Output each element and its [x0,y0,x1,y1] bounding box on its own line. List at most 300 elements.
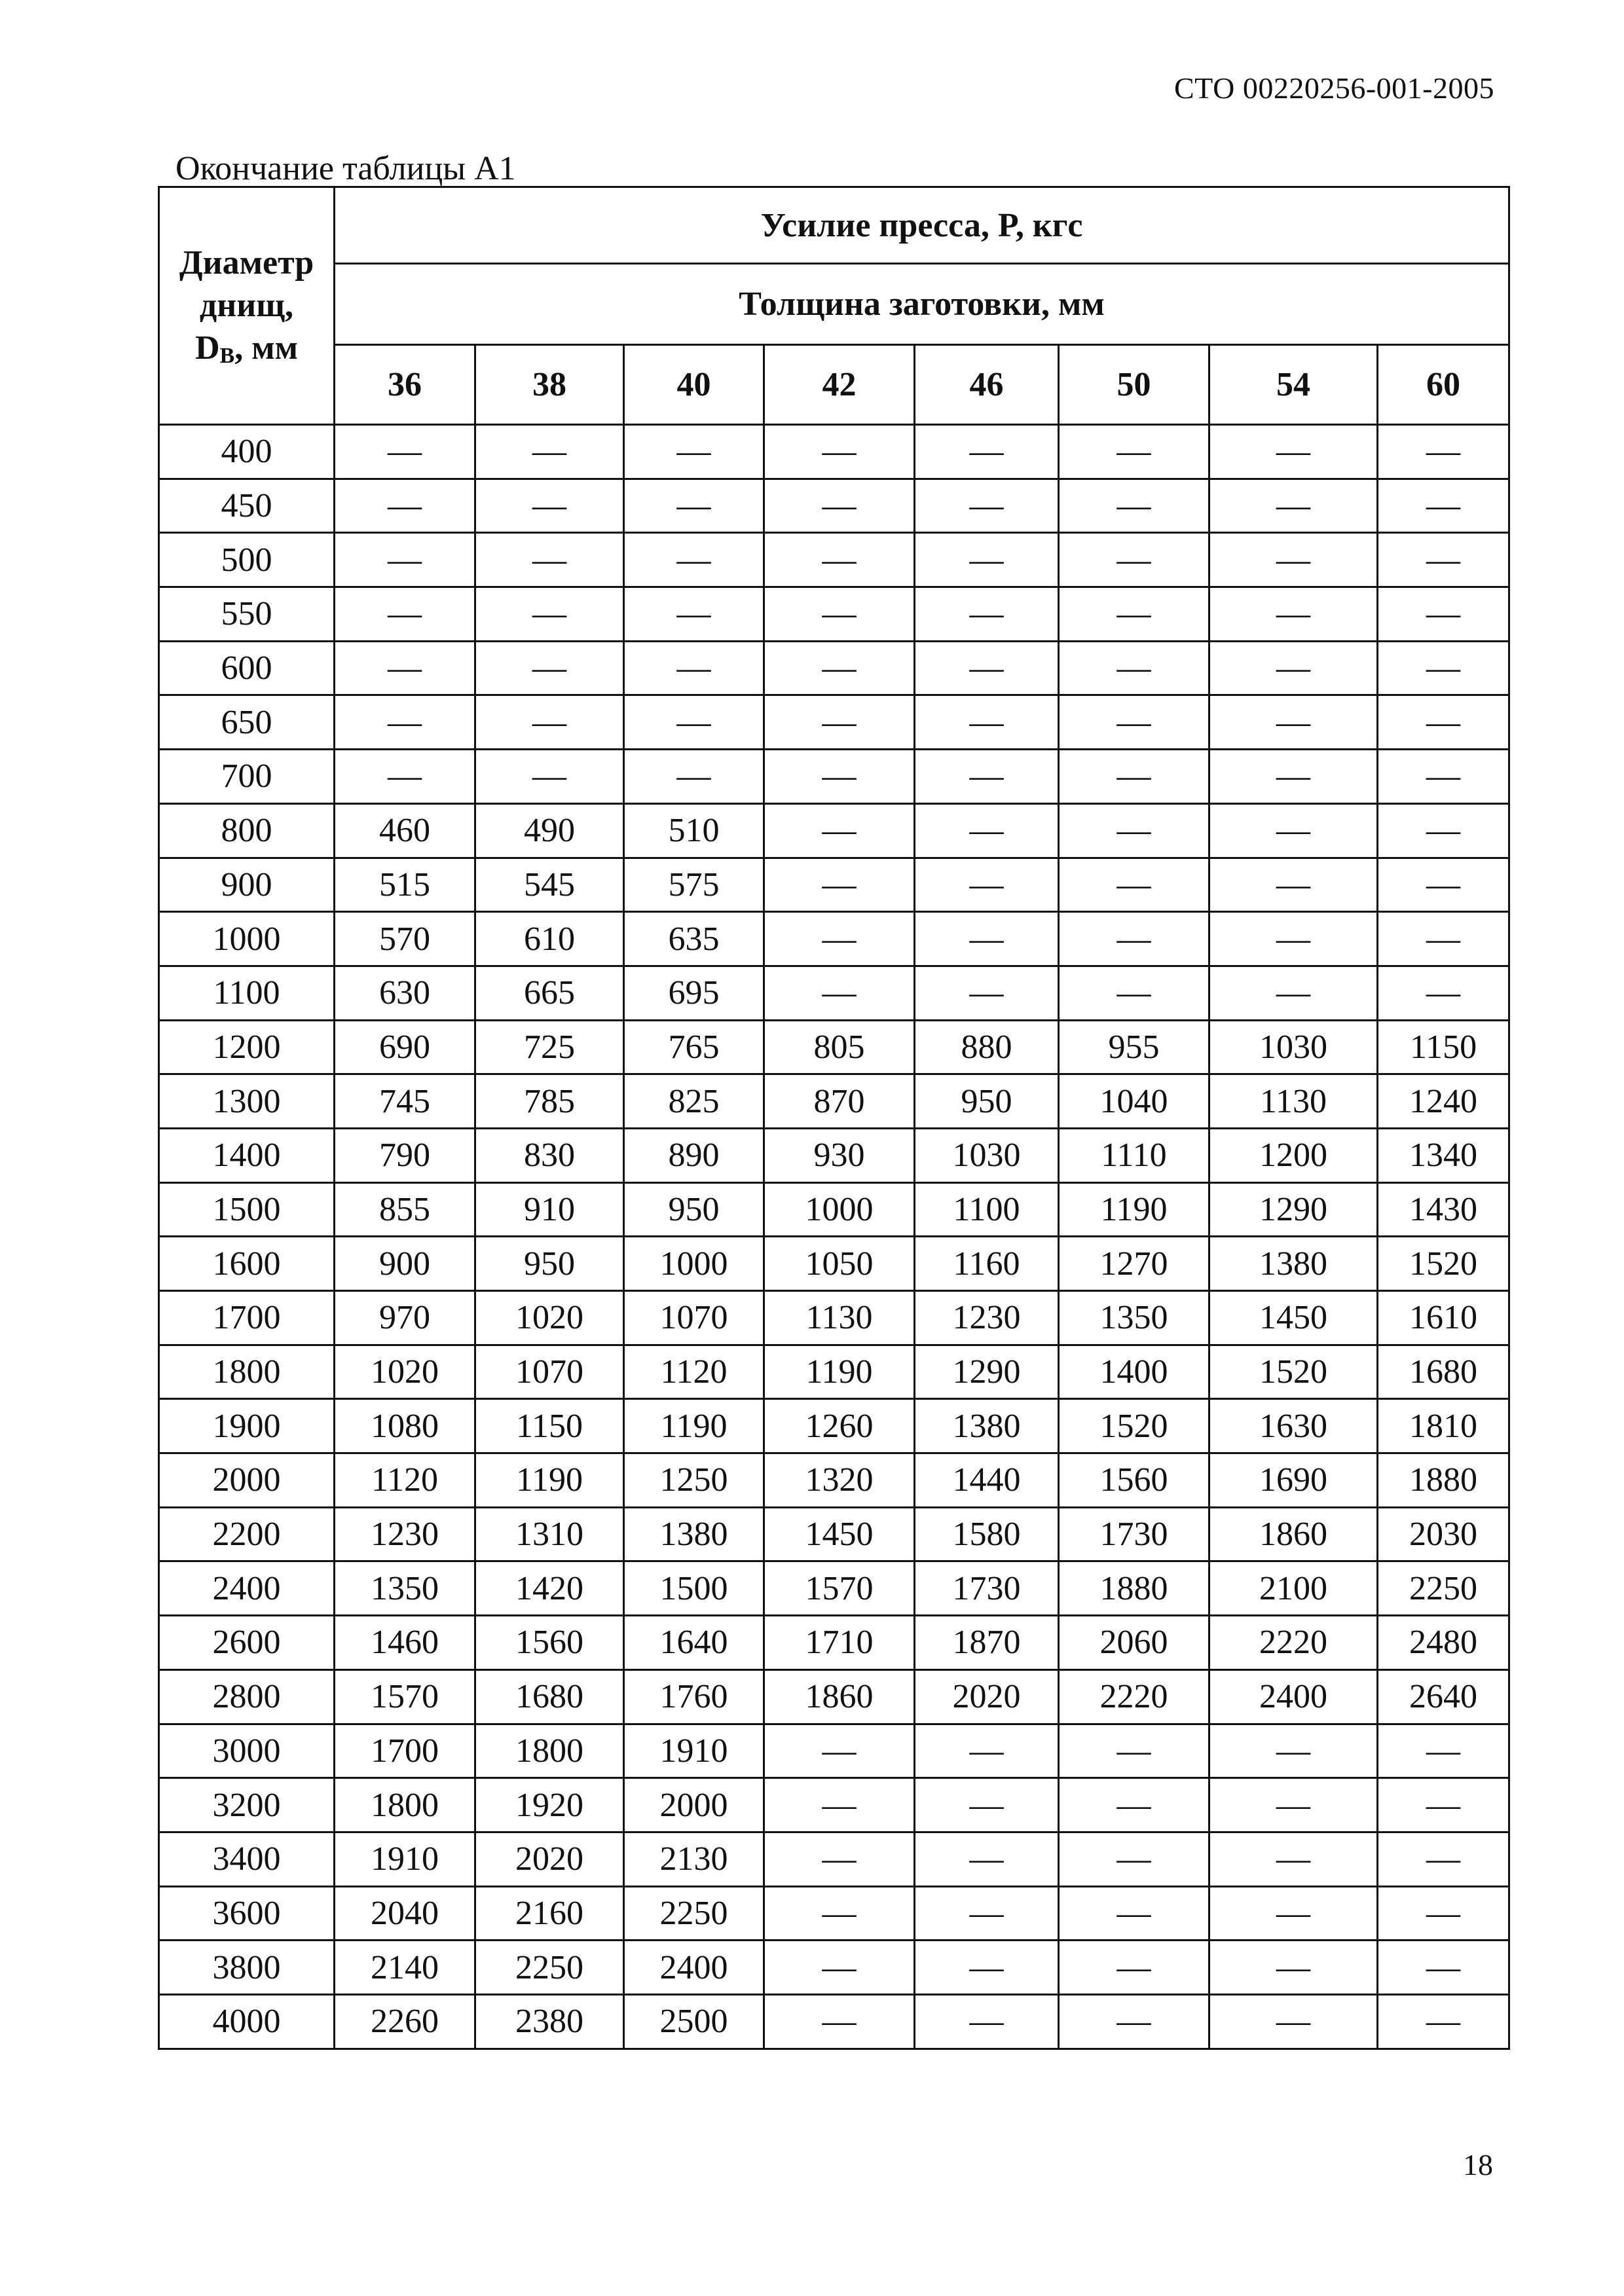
force-value-cell: — [475,641,624,695]
force-value-cell: — [1209,1778,1378,1832]
force-value-cell: — [1378,912,1509,966]
thickness-column-header: 36 [335,345,475,425]
diameter-cell: 2400 [159,1561,335,1616]
force-value-cell: — [915,1778,1059,1832]
force-value-cell: — [915,1941,1059,1995]
force-value-cell: — [475,425,624,479]
table-row [159,695,1509,750]
force-value-cell: — [764,1832,915,1886]
force-value-cell: — [335,695,475,750]
force-value-cell: 1440 [915,1453,1059,1508]
table-row [159,479,1509,533]
force-value-cell: — [624,750,764,804]
force-value-cell: 2480 [1378,1616,1509,1670]
diameter-cell: 2800 [159,1669,335,1724]
force-value-cell: 570 [335,912,475,966]
force-value-cell: — [1209,695,1378,750]
document-code: СТО 00220256-001-2005 [1173,71,1494,105]
force-value-cell: — [335,479,475,533]
force-value-cell: — [1059,966,1209,1020]
force-value-cell: 1110 [1059,1128,1209,1182]
force-value-cell: 1880 [1059,1561,1209,1616]
force-value-cell: 1310 [475,1507,624,1561]
force-value-cell: 1610 [1378,1291,1509,1345]
force-value-cell: 870 [764,1074,915,1129]
force-value-cell: 1150 [475,1399,624,1453]
force-value-cell: — [1059,695,1209,750]
force-value-cell: 785 [475,1074,624,1129]
force-value-cell: 955 [1059,1020,1209,1074]
force-value-cell: 2040 [335,1886,475,1941]
force-value-cell: — [915,912,1059,966]
force-value-cell: — [764,1941,915,1995]
force-value-cell: — [1209,533,1378,587]
force-value-cell: 2400 [1209,1669,1378,1724]
force-value-cell: — [915,1724,1059,1778]
force-value-cell: 1690 [1209,1453,1378,1508]
force-value-cell: 855 [335,1182,475,1237]
force-value-cell: 950 [915,1074,1059,1129]
diameter-cell: 600 [159,641,335,695]
force-value-cell: 610 [475,912,624,966]
thickness-column-header: 50 [1059,345,1209,425]
table-row [159,1453,1509,1508]
force-value-cell: 1860 [1209,1507,1378,1561]
force-value-cell: 1020 [335,1345,475,1399]
force-value-cell: 2250 [1378,1561,1509,1616]
force-value-cell: 1910 [335,1832,475,1886]
diameter-cell: 2000 [159,1453,335,1508]
force-value-cell: 1250 [624,1453,764,1508]
force-value-cell: — [1378,1886,1509,1941]
force-value-cell: — [764,533,915,587]
force-value-cell: 805 [764,1020,915,1074]
force-value-cell: 745 [335,1074,475,1129]
force-value-cell: — [1059,1941,1209,1995]
force-value-cell: — [764,1994,915,2049]
force-value-cell: — [1209,1886,1378,1941]
force-value-cell: 1050 [764,1237,915,1291]
force-value-cell: 1190 [624,1399,764,1453]
table-row [159,1616,1509,1670]
force-value-cell: 1630 [1209,1399,1378,1453]
force-value-cell: — [475,479,624,533]
force-value-cell: — [915,425,1059,479]
force-value-cell: — [1209,641,1378,695]
force-value-cell: 2500 [624,1994,764,2049]
force-value-cell: — [915,479,1059,533]
force-value-cell: 695 [624,966,764,1020]
force-value-cell: 1910 [624,1724,764,1778]
diameter-header-line2: днищ, [199,286,294,324]
force-value-cell: 1290 [915,1345,1059,1399]
force-value-cell: — [335,750,475,804]
table-row [159,1994,1509,2049]
diameter-cell: 4000 [159,1994,335,2049]
table-caption: Окончание таблицы А1 [175,150,516,187]
thickness-column-header: 40 [624,345,764,425]
force-value-cell: — [764,425,915,479]
force-value-cell: 665 [475,966,624,1020]
force-value-cell: — [475,587,624,642]
force-value-cell: — [1209,587,1378,642]
force-value-cell: — [1378,858,1509,912]
force-value-cell: — [764,641,915,695]
force-value-cell: 1320 [764,1453,915,1508]
force-value-cell: 515 [335,858,475,912]
force-value-cell: 1700 [335,1724,475,1778]
force-value-cell: — [915,587,1059,642]
force-value-cell: 1560 [1059,1453,1209,1508]
force-value-cell: — [915,858,1059,912]
thickness-column-header: 60 [1378,345,1509,425]
force-value-cell: 1340 [1378,1128,1509,1182]
force-value-cell: — [1378,425,1509,479]
table-row [159,1020,1509,1074]
force-value-cell: 1460 [335,1616,475,1670]
force-value-cell: — [764,479,915,533]
table-row [159,1345,1509,1399]
force-value-cell: — [1209,1994,1378,2049]
table-row [159,1941,1509,1995]
force-value-cell: 790 [335,1128,475,1182]
force-value-cell: 1920 [475,1778,624,1832]
force-value-cell: 1450 [764,1507,915,1561]
force-value-cell: 2260 [335,1994,475,2049]
force-value-cell: — [764,803,915,858]
force-value-cell: — [1378,479,1509,533]
force-value-cell: 1100 [915,1182,1059,1237]
force-value-cell: 1240 [1378,1074,1509,1129]
force-value-cell: — [915,533,1059,587]
diameter-cell: 1400 [159,1128,335,1182]
force-value-cell: — [624,533,764,587]
force-value-cell: 2060 [1059,1616,1209,1670]
force-value-cell: — [764,750,915,804]
press-force-table [158,186,1510,2050]
force-value-cell: 2160 [475,1886,624,1941]
force-value-cell: — [915,695,1059,750]
force-value-cell: 1710 [764,1616,915,1670]
diameter-subscript: В [219,343,235,368]
force-value-cell: — [1378,1832,1509,1886]
table-row [159,1291,1509,1345]
force-value-cell: 1230 [335,1507,475,1561]
table-body [159,425,1509,2049]
force-value-cell: 1380 [915,1399,1059,1453]
force-value-cell: 1130 [1209,1074,1378,1129]
force-value-cell: — [1378,750,1509,804]
force-value-cell: 2130 [624,1832,764,1886]
force-value-cell: 1800 [335,1778,475,1832]
table-row [159,858,1509,912]
table-row [159,1886,1509,1941]
table-header [159,187,1509,425]
diameter-cell: 1300 [159,1074,335,1129]
table-row [159,1507,1509,1561]
table-row [159,1778,1509,1832]
diameter-cell: 3000 [159,1724,335,1778]
force-value-cell: — [1059,641,1209,695]
diameter-cell: 550 [159,587,335,642]
force-value-cell: — [764,966,915,1020]
force-value-cell: 2100 [1209,1561,1378,1616]
diameter-cell: 450 [159,479,335,533]
diameter-cell: 2600 [159,1616,335,1670]
force-header: Усилие пресса, P, кгс [335,187,1509,264]
force-value-cell: 1520 [1209,1345,1378,1399]
force-value-cell: 2220 [1059,1669,1209,1724]
diameter-header-line1: Диаметр [179,244,314,282]
force-value-cell: 1870 [915,1616,1059,1670]
table-row [159,1074,1509,1129]
force-value-cell: 765 [624,1020,764,1074]
force-value-cell: 1560 [475,1616,624,1670]
table-row [159,1561,1509,1616]
force-value-cell: — [1059,858,1209,912]
force-value-cell: 970 [335,1291,475,1345]
force-value-cell: — [1378,1778,1509,1832]
force-value-cell: 1290 [1209,1182,1378,1237]
table-row [159,1128,1509,1182]
force-value-cell: 545 [475,858,624,912]
force-value-cell: — [1378,641,1509,695]
table-row [159,587,1509,642]
diameter-cell: 650 [159,695,335,750]
force-value-cell: 1580 [915,1507,1059,1561]
diameter-cell: 500 [159,533,335,587]
force-value-cell: — [1378,966,1509,1020]
force-value-cell: 1070 [624,1291,764,1345]
force-value-cell: 1000 [624,1237,764,1291]
force-value-cell: — [335,533,475,587]
force-value-cell: 1120 [624,1345,764,1399]
force-value-cell: 630 [335,966,475,1020]
force-value-cell: 1810 [1378,1399,1509,1453]
diameter-header [159,187,335,425]
force-value-cell: 1230 [915,1291,1059,1345]
force-value-cell: 2000 [624,1778,764,1832]
force-value-cell: 830 [475,1128,624,1182]
force-value-cell: 1380 [624,1507,764,1561]
force-value-cell: — [1378,587,1509,642]
force-value-cell: — [764,912,915,966]
diameter-cell: 800 [159,803,335,858]
force-value-cell: — [1059,1994,1209,2049]
thickness-column-header: 46 [915,345,1059,425]
force-value-cell: — [475,533,624,587]
force-value-cell: 490 [475,803,624,858]
thickness-column-header: 38 [475,345,624,425]
force-value-cell: 1020 [475,1291,624,1345]
force-value-cell: 1570 [335,1669,475,1724]
diameter-cell: 1900 [159,1399,335,1453]
force-value-cell: 825 [624,1074,764,1129]
force-value-cell: — [1059,425,1209,479]
diameter-cell: 1700 [159,1291,335,1345]
force-value-cell: 460 [335,803,475,858]
force-value-cell: 1000 [764,1182,915,1237]
force-value-cell: 1350 [335,1561,475,1616]
thickness-column-header: 42 [764,345,915,425]
table-row [159,1724,1509,1778]
force-value-cell: 950 [475,1237,624,1291]
force-value-cell: 1420 [475,1561,624,1616]
force-value-cell: 950 [624,1182,764,1237]
table-row [159,912,1509,966]
force-value-cell: 510 [624,803,764,858]
force-value-cell: 2250 [475,1941,624,1995]
force-value-cell: — [475,750,624,804]
force-value-cell: — [1209,479,1378,533]
force-value-cell: 1570 [764,1561,915,1616]
force-value-cell: — [915,750,1059,804]
force-value-cell: — [764,1778,915,1832]
force-value-cell: 2640 [1378,1669,1509,1724]
force-value-cell: 1640 [624,1616,764,1670]
force-value-cell: — [1209,1724,1378,1778]
force-value-cell: 1190 [1059,1182,1209,1237]
force-value-cell: — [915,803,1059,858]
force-value-cell: 1130 [764,1291,915,1345]
diameter-cell: 3800 [159,1941,335,1995]
diameter-unit: , мм [234,329,299,367]
force-value-cell: — [1059,1832,1209,1886]
force-value-cell: — [624,695,764,750]
table-row [159,1399,1509,1453]
table-row [159,750,1509,804]
force-value-cell: — [915,1832,1059,1886]
force-value-cell: — [1378,1994,1509,2049]
force-value-cell: 1080 [335,1399,475,1453]
force-value-cell: — [764,587,915,642]
force-value-cell: — [764,695,915,750]
diameter-cell: 1600 [159,1237,335,1291]
force-value-cell: — [475,695,624,750]
force-value-cell: 1400 [1059,1345,1209,1399]
force-value-cell: 690 [335,1020,475,1074]
table-row [159,1237,1509,1291]
force-value-cell: 1260 [764,1399,915,1453]
force-value-cell: — [1209,1832,1378,1886]
table-row [159,425,1509,479]
force-value-cell: 1030 [915,1128,1059,1182]
force-value-cell: 1430 [1378,1182,1509,1237]
table-row [159,1669,1509,1724]
force-value-cell: 1200 [1209,1128,1378,1182]
force-value-cell: — [1209,425,1378,479]
force-value-cell: 1760 [624,1669,764,1724]
diameter-cell: 400 [159,425,335,479]
force-value-cell: 1030 [1209,1020,1378,1074]
force-value-cell: — [915,641,1059,695]
force-value-cell: 1520 [1378,1237,1509,1291]
force-value-cell: — [1059,750,1209,804]
diameter-cell: 900 [159,858,335,912]
force-value-cell: 890 [624,1128,764,1182]
force-value-cell: 2140 [335,1941,475,1995]
force-value-cell: 1070 [475,1345,624,1399]
force-value-cell: 1270 [1059,1237,1209,1291]
force-value-cell: — [1059,803,1209,858]
force-value-cell: — [1378,695,1509,750]
thickness-header: Толщина заготовки, мм [335,264,1509,345]
force-value-cell: 1680 [475,1669,624,1724]
force-value-cell: 635 [624,912,764,966]
force-value-cell: — [1059,912,1209,966]
force-value-cell: 725 [475,1020,624,1074]
force-value-cell: — [624,479,764,533]
table-row [159,1832,1509,1886]
table-row [159,641,1509,695]
force-value-cell: — [915,1994,1059,2049]
force-value-cell: — [915,966,1059,1020]
diameter-cell: 3600 [159,1886,335,1941]
force-value-cell: — [335,641,475,695]
force-value-cell: — [1378,533,1509,587]
force-value-cell: 1500 [624,1561,764,1616]
force-value-cell: 2380 [475,1994,624,2049]
force-value-cell: — [1209,1941,1378,1995]
force-value-cell: — [1209,803,1378,858]
force-value-cell: — [1209,966,1378,1020]
force-value-cell: 880 [915,1020,1059,1074]
force-value-cell: — [915,1886,1059,1941]
thickness-columns-row [159,345,1509,425]
diameter-cell: 700 [159,750,335,804]
force-value-cell: 2400 [624,1941,764,1995]
force-value-cell: — [1059,1886,1209,1941]
force-value-cell: — [1059,1778,1209,1832]
diameter-symbol: D [194,329,220,367]
diameter-cell: 2200 [159,1507,335,1561]
force-value-cell: 1450 [1209,1291,1378,1345]
force-value-cell: — [1378,803,1509,858]
force-value-cell: 2220 [1209,1616,1378,1670]
table-row [159,803,1509,858]
force-value-cell: 1350 [1059,1291,1209,1345]
force-value-cell: — [335,587,475,642]
force-value-cell: 2030 [1378,1507,1509,1561]
force-value-cell: — [1209,858,1378,912]
force-value-cell: 1120 [335,1453,475,1508]
force-value-cell: 1040 [1059,1074,1209,1129]
force-value-cell: 2250 [624,1886,764,1941]
diameter-cell: 3400 [159,1832,335,1886]
force-value-cell: 1730 [915,1561,1059,1616]
diameter-cell: 1200 [159,1020,335,1074]
force-value-cell: — [1059,1724,1209,1778]
table-row [159,966,1509,1020]
thickness-column-header: 54 [1209,345,1378,425]
force-value-cell: — [1378,1941,1509,1995]
force-value-cell: — [764,1724,915,1778]
force-value-cell: — [1059,533,1209,587]
force-value-cell: — [1209,912,1378,966]
force-value-cell: 1160 [915,1237,1059,1291]
diameter-cell: 1800 [159,1345,335,1399]
diameter-cell: 3200 [159,1778,335,1832]
force-value-cell: 1730 [1059,1507,1209,1561]
diameter-cell: 1000 [159,912,335,966]
force-value-cell: 2020 [915,1669,1059,1724]
force-value-cell: 1800 [475,1724,624,1778]
force-value-cell: 1190 [475,1453,624,1508]
diameter-cell: 1500 [159,1182,335,1237]
table-row [159,1182,1509,1237]
force-value-cell: 1380 [1209,1237,1378,1291]
force-value-cell: — [1059,587,1209,642]
